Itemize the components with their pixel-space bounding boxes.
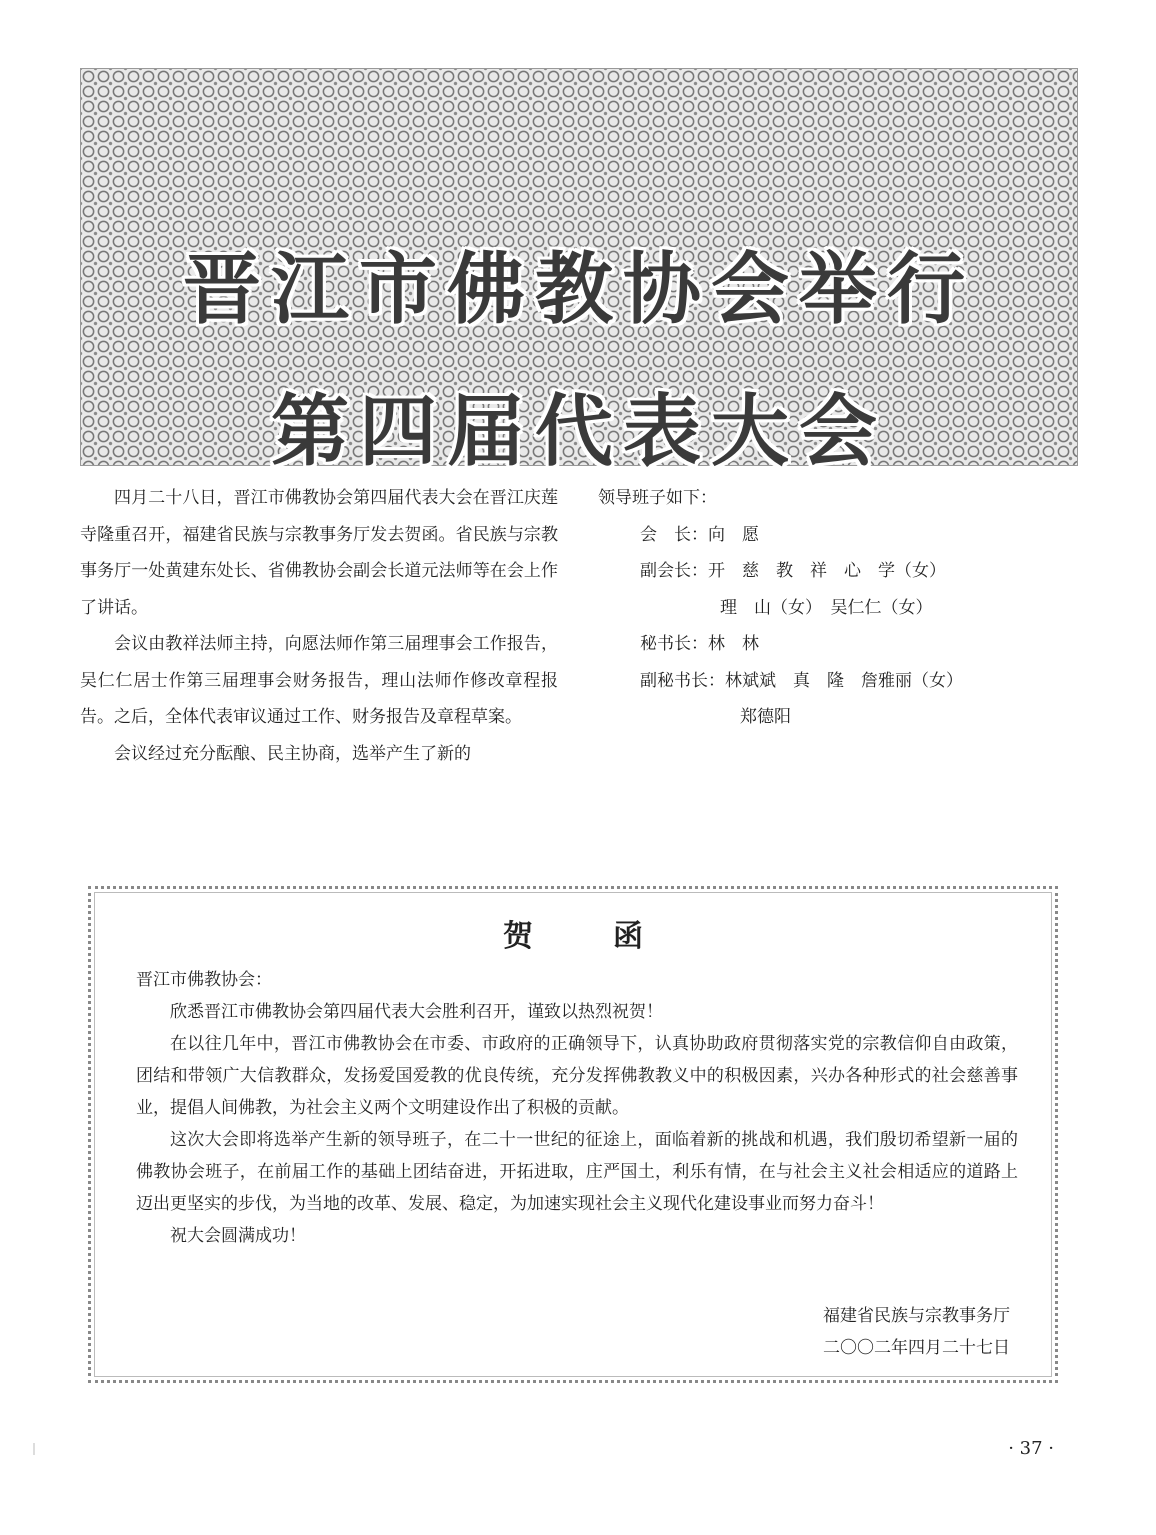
leadership-deputy-secretaries-cont: 郑德阳 [740,707,791,727]
article-paragraph: 会议经过充分酝酿、民主协商，选举产生了新的 [114,743,471,764]
banner-title-line-2: 第四届代表大会 [270,387,887,477]
leadership-intro: 领导班子如下： [598,488,717,508]
letter-paragraph: 这次大会即将选举产生新的领导班子，在二十一世纪的征途上，面临着新的挑战和机遇，我们殷切希望新一届的佛教协会班子，在前届工作的基础上团结奋进，开拓进取，庄严国土，利乐有情，在与社会主义社会相适应的道路上迈出更坚实的步伐，为当地的改革、发展、稳定，为加速实现社会主义现代化建设事业而努力奋斗！ [136,1130,1018,1214]
letter-paragraph: 欣悉晋江市佛教协会第四届代表大会胜利召开，谨致以热烈祝贺！ [170,1002,663,1022]
letter-paragraph: 在以往几年中，晋江市佛教协会在市委、市政府的正确领导下，认真协助政府贯彻落实党的宗教信仰自由政策，团结和带领广大信教群众，发扬爱国爱教的优良传统，充分发挥佛教教义中的积极因素，兴办各种形式的社会慈善事业，提倡人间佛教，为社会主义两个文明建设作出了积极的贡献。 [136,1034,1018,1118]
margin-mark [33,1443,35,1455]
title-banner [80,68,1078,477]
letter-signature [823,1300,1010,1364]
leadership-list [598,480,1068,736]
letter-salutation: 晋江市佛教协会： [136,970,272,990]
leadership-vice-presidents: 副会长：开 慈 教 祥 心 学（女） [640,561,946,581]
banner-title-line-1: 晋江市佛教协会举行 [182,245,975,335]
signature-date: 二〇〇二年四月二十七日 [823,1338,1010,1358]
article-left-column [80,480,558,772]
signature-organization: 福建省民族与宗教事务厅 [823,1306,1010,1326]
leadership-secretary-general: 秘书长：林 林 [640,634,759,654]
leadership-deputy-secretaries: 副秘书长：林斌斌 真 隆 詹雅丽（女） [640,670,963,691]
page-number: · 37 · [1008,1438,1054,1459]
leadership-vice-presidents-cont: 理 山（女） 吴仁仁（女） [720,597,933,618]
leadership-president: 会 长：向 愿 [640,524,759,545]
letter-title: 贺函 [503,919,723,954]
article-paragraph: 四月二十八日，晋江市佛教协会第四届代表大会在晋江庆莲寺隆重召开，福建省民族与宗教事务厅发去贺函。省民族与宗教事务厅一处黄建东处长、省佛教协会副会长道元法师等在会上作了讲话。 [80,488,558,618]
congratulatory-letter [88,886,1058,1383]
letter-body [136,964,1018,1252]
article-paragraph: 会议由教祥法师主持，向愿法师作第三届理事会工作报告，吴仁仁居士作第三届理事会财务报告，理山法师作修改章程报告。之后，全体代表审议通过工作、财务报告及章程草案。 [80,634,558,727]
letter-paragraph: 祝大会圆满成功！ [170,1226,306,1246]
